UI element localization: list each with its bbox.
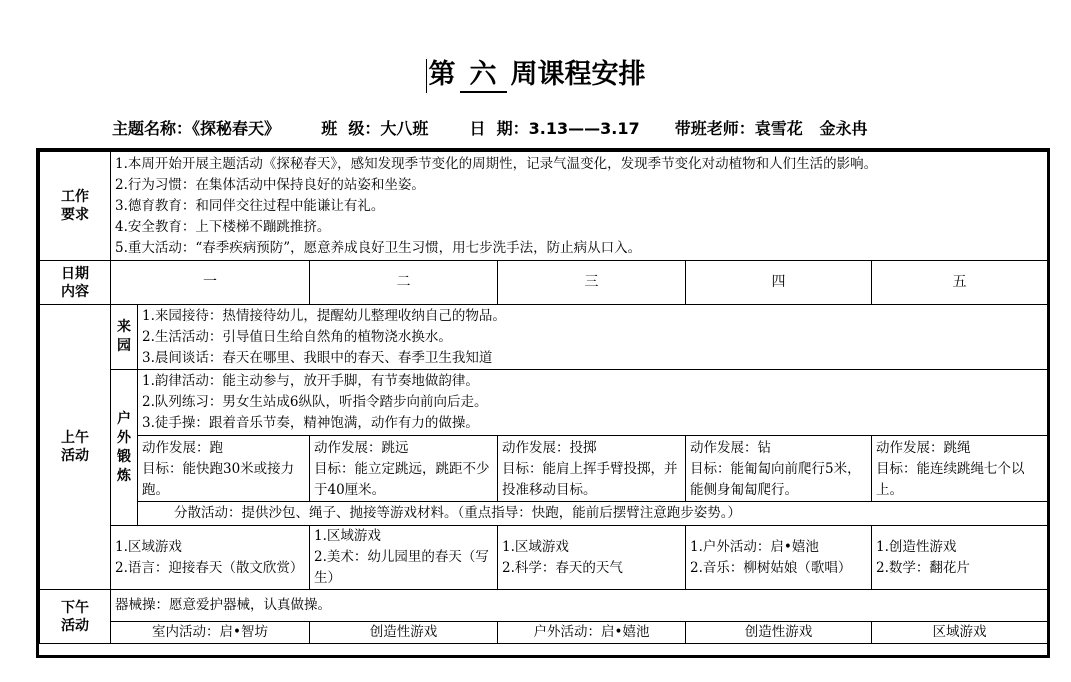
afternoon-activity-tue: 创造性游戏	[310, 622, 498, 644]
date-label: 日 期：	[469, 119, 529, 138]
title-suffix: 周课程安排	[510, 59, 646, 90]
afternoon-activity-fri: 区域游戏	[872, 622, 1048, 644]
theme-value: 《探秘春天》	[192, 119, 281, 138]
activity-cell-thu: 1.户外活动：启•嬉池 2.音乐：柳树姑娘（歌唱）	[686, 526, 872, 590]
motor-cell-tue: 动作发展：跳远 目标：能立定跳远，跳距不少于40厘米。	[310, 436, 498, 502]
afternoon-activity-thu: 创造性游戏	[686, 622, 872, 644]
afternoon-activity-wed: 户外活动：启•嬉池	[498, 622, 686, 644]
motor-cell-thu: 动作发展：钻 目标：能匍匐向前爬行5米，能侧身匍匐爬行。	[686, 436, 872, 502]
days-label: 日期内容	[40, 261, 111, 305]
work-label: 工作要求	[40, 152, 111, 261]
arrival-row	[40, 305, 1048, 370]
outdoor-item: 1.韵律活动：能主动参与，放开手脚，有节奏地做韵律。	[142, 373, 479, 389]
scattered-text: 分散活动：提供沙包、绳子、抛接等游戏材料。（重点指导：快跑，能前后摆臂注意跑步姿势。）	[138, 502, 1048, 526]
equipment-row	[40, 590, 1048, 622]
outdoor-item: 2.队列练习：男女生站成6纵队，听指令踏步向前向后走。	[142, 394, 488, 410]
schedule-table	[39, 151, 1048, 644]
teacher-label: 带班老师：	[674, 119, 755, 138]
motor-cell-fri: 动作发展：跳绳 目标：能连续跳绳七个以上。	[872, 436, 1048, 502]
outdoor-label: 户外锻炼	[111, 370, 138, 526]
text-cursor	[426, 59, 427, 93]
activity-cell-fri: 1.创造性游戏 2.数学：翻花片	[872, 526, 1048, 590]
day-friday: 五	[872, 261, 1048, 305]
work-item: 4.安全教育：上下楼梯不蹦跳推挤。	[115, 219, 331, 235]
day-tuesday: 二	[310, 261, 498, 305]
info-line	[112, 116, 868, 139]
outdoor-items	[138, 370, 1048, 436]
day-wednesday: 三	[498, 261, 686, 305]
week-number: 六	[460, 52, 507, 93]
activity-cell-tue: 1.区域游戏 2.美术：幼儿园里的春天（写生）	[310, 526, 498, 590]
outdoor-item: 3.徒手操：跟着音乐节奏，精神饱满，动作有力的做操。	[142, 415, 479, 431]
date-value: 3.13——3.17	[528, 119, 640, 138]
teacher-value: 袁雪花 金永冉	[754, 119, 868, 138]
theme-label: 主题名称：	[112, 119, 193, 138]
motor-cell-wed: 动作发展：投掷 目标：能肩上挥手臂投掷，并投准移动目标。	[498, 436, 686, 502]
motor-cell-mon: 动作发展：跑 目标：能快跑30米或接力跑。	[138, 436, 310, 502]
arrival-item: 3.晨间谈话：春天在哪里、我眼中的春天、春季卫生我知道	[142, 349, 493, 366]
work-row	[40, 152, 1048, 261]
days-row	[40, 261, 1048, 305]
work-item: 1.本周开始开展主题活动《探秘春天》，感知发现季节变化的周期性，记录气温变化，发现季节变化对动植物和人们生活的影响。	[115, 156, 878, 172]
day-thursday: 四	[686, 261, 872, 305]
afternoon-activity-mon: 室内活动：启•智坊	[111, 622, 310, 644]
activity-cell-mon: 1.区域游戏 2.语言：迎接春天（散文欣赏）	[111, 526, 310, 590]
arrival-item: 1.来园接待：热情接待幼儿，提醒幼儿整理收纳自己的物品。	[142, 307, 506, 324]
schedule-frame	[36, 148, 1050, 658]
activity-cell-wed: 1.区域游戏 2.科学：春天的天气	[498, 526, 686, 590]
day-monday: 一	[111, 261, 310, 305]
morning-label: 上午活动	[40, 305, 111, 590]
equipment-text: 器械操：愿意爱护器械，认真做操。	[111, 590, 1048, 622]
arrival-items	[138, 305, 1048, 370]
arrival-label: 来园	[111, 305, 138, 370]
outdoor-row	[40, 370, 1048, 436]
class-label: 班 级：	[321, 119, 381, 138]
class-value: 大八班	[380, 119, 429, 138]
motor-row	[40, 436, 1048, 502]
arrival-item: 2.生活活动：引导值日生给自然角的植物浇水换水。	[142, 328, 452, 345]
work-item: 2.行为习惯：在集体活动中保持良好的站姿和坐姿。	[115, 177, 425, 193]
afternoon-label: 下午活动	[40, 590, 111, 644]
work-items	[111, 152, 1048, 261]
work-item: 5.重大活动：“春季疾病预防”，愿意养成良好卫生习惯，用七步洗手法，防止病从口入。	[115, 240, 642, 256]
morning-activities-row	[40, 526, 1048, 590]
work-item: 3.德育教育：和同伴交往过程中能谦让有礼。	[115, 198, 385, 214]
title-prefix: 第	[428, 59, 456, 90]
page-title	[0, 52, 1071, 93]
afternoon-activities-row	[40, 622, 1048, 644]
scattered-row	[40, 502, 1048, 526]
